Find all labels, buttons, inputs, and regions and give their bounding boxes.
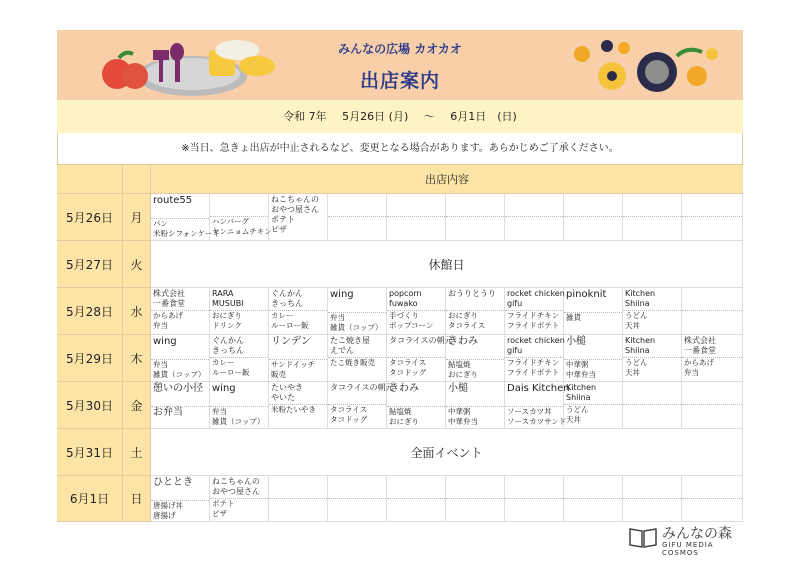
vendor-name	[684, 477, 740, 497]
vendor-slot	[269, 382, 328, 429]
vendor-slot	[269, 335, 328, 382]
vendor-name: Kitchen Shiina	[566, 383, 597, 402]
vendor-name: きわみ	[448, 336, 478, 347]
row-date: 5月27日	[57, 241, 123, 288]
vendor-name	[271, 477, 325, 497]
vendor-name	[389, 195, 443, 215]
vendor-name	[330, 477, 384, 497]
vendor-items: サンドイッチ 販売	[271, 360, 316, 379]
vendor-items: ポテト ピザ	[212, 499, 235, 518]
vendor-items: 中華粥 中華弁当	[448, 407, 478, 426]
vendor-slot	[505, 335, 564, 382]
vendor-items: カレー ルーロー飯	[271, 311, 309, 330]
vendor-items: フライドチキン フライドポテト	[507, 311, 560, 330]
vendor-name	[684, 289, 740, 309]
notice-text: ※当日、急きょ出店が中止されるなど、変更となる場合があります。あらかじめご了承ください。	[57, 133, 743, 165]
book-icon	[628, 525, 658, 549]
vendor-name: おうりとうり	[448, 289, 496, 298]
vendor-name	[684, 383, 740, 403]
vendor-name: Dais Kitchen	[507, 383, 570, 394]
vendor-name: 小槌	[448, 383, 468, 394]
row-span-note: 休館日	[151, 241, 743, 288]
row-weekday: 日	[123, 476, 151, 522]
vendor-slot	[210, 476, 269, 522]
vendor-slot	[387, 335, 453, 382]
vendor-items: 唐揚げ丼 唐揚げ	[153, 501, 183, 520]
vendor-slot	[623, 476, 682, 522]
row-date: 5月31日	[57, 429, 123, 476]
vendor-slot	[623, 194, 682, 241]
era-year: 令和 7年	[283, 110, 327, 123]
end-date: 6月1日 (日)	[450, 110, 517, 123]
slot-divider	[682, 404, 742, 405]
vendor-slot	[446, 288, 505, 335]
vendor-slot	[387, 194, 446, 241]
slot-divider	[682, 498, 742, 499]
vendor-slot	[505, 382, 570, 429]
vendor-items: 中華粥 中華弁当	[566, 360, 596, 379]
slot-divider	[505, 498, 563, 499]
vendor-slot	[387, 382, 446, 429]
vendor-items: ハンバーグ ヤンニョムチキン	[212, 217, 272, 236]
vendor-name	[684, 195, 740, 215]
vendor-name: pinoknit	[566, 289, 607, 300]
vendor-slot	[564, 288, 623, 335]
slot-divider	[387, 216, 445, 217]
vendor-name: Kitchen Shiina	[625, 336, 656, 355]
vendor-slot	[505, 476, 564, 522]
vendor-slot	[682, 194, 743, 241]
vendor-items: 弁当 雑貨（コップ）	[212, 407, 265, 426]
vendor-slot	[151, 335, 210, 382]
vendor-items: たこ焼き販売	[330, 358, 375, 367]
vendor-items: 鮎塩焼 おにぎり	[448, 360, 478, 379]
vendor-name: popcorn fuwako	[389, 289, 422, 308]
slot-divider	[505, 216, 563, 217]
vendor-items: カレー ルーロー飯	[212, 358, 250, 377]
slot-divider	[269, 498, 327, 499]
vendor-items: うどん 天丼	[566, 405, 589, 424]
vendor-slot	[387, 476, 446, 522]
logo	[626, 523, 746, 557]
vendor-items: 雑貨	[566, 313, 581, 322]
logo-subtext: GIFU MEDIA COSMOS	[662, 541, 714, 557]
vendor-slot	[446, 335, 505, 382]
slot-divider	[387, 498, 445, 499]
vendor-slot	[269, 194, 328, 241]
row-date: 6月1日	[57, 476, 123, 522]
vendor-slot	[328, 382, 394, 429]
vendor-items: 鮎塩焼 おにぎり	[389, 407, 419, 426]
row-weekday: 木	[123, 335, 151, 382]
vendor-items: 米粉たいやき	[271, 405, 316, 414]
vendor-name: wing	[153, 336, 177, 347]
vendor-name	[625, 477, 679, 497]
row-weekday: 火	[123, 241, 151, 288]
header-blank-day	[123, 165, 151, 194]
vendor-slot	[446, 382, 505, 429]
vendor-slot	[564, 476, 623, 522]
vendor-name: wing	[330, 289, 354, 300]
vendor-name	[389, 477, 443, 497]
vendor-slot	[623, 288, 682, 335]
row-weekday: 水	[123, 288, 151, 335]
vendor-slot	[623, 382, 682, 429]
vendor-name: ねこちゃんの おやつ屋さん	[212, 477, 260, 496]
vendor-name	[507, 195, 561, 215]
vendor-slot	[623, 335, 682, 382]
vendor-name: きわみ	[389, 383, 419, 394]
vendor-items: パン 米粉シフォンケーキ	[153, 219, 220, 238]
organization-name: みんなの広場 カオカオ	[338, 42, 462, 56]
vendor-name: ねこちゃんの おやつ屋さん ポテト ピザ	[271, 195, 319, 234]
vendor-name	[330, 195, 384, 215]
row-date: 5月30日	[57, 382, 123, 429]
vendor-items: からあげ 弁当	[153, 311, 183, 330]
vendor-name: 株式会社 一番食堂	[684, 336, 716, 355]
vendor-slot	[151, 194, 220, 241]
slot-divider	[564, 216, 622, 217]
vendor-slot	[505, 194, 564, 241]
slot-divider	[623, 498, 681, 499]
vendor-name: たこ焼き屋 えでん	[330, 336, 370, 355]
vendor-slot	[328, 335, 387, 382]
vendor-name	[566, 195, 620, 215]
vendor-name: RARA MUSUBI	[212, 289, 244, 308]
vendor-slot	[269, 476, 328, 522]
vendor-name: タコライスの朝元	[330, 383, 394, 392]
vendor-slot	[446, 194, 505, 241]
vendor-items: フライドチキン フライドポテト	[507, 358, 560, 377]
vendor-slot	[151, 382, 210, 429]
vendor-slot	[210, 194, 272, 241]
slot-divider	[446, 216, 504, 217]
vendor-slot	[210, 288, 269, 335]
vendor-name: wing	[212, 383, 236, 394]
slot-divider	[328, 498, 386, 499]
header-banner	[57, 30, 743, 100]
range-tilde: ～	[423, 110, 435, 123]
vendor-name: route55	[153, 195, 193, 206]
vendor-slot	[682, 335, 743, 382]
slot-divider	[623, 216, 681, 217]
vendor-items: 弁当 雑貨（コップ）	[153, 360, 206, 379]
slot-divider	[328, 216, 386, 217]
row-weekday: 金	[123, 382, 151, 429]
vendor-slot	[682, 476, 743, 522]
vendor-slot	[446, 476, 505, 522]
vendor-name: rocket chicken gifu	[507, 336, 565, 355]
vendor-slot	[564, 194, 623, 241]
vendor-slot	[151, 288, 210, 335]
vendor-slot	[505, 288, 564, 335]
vendor-name	[625, 195, 679, 215]
vendor-items: ソースカツ丼 ソースカツサンド	[507, 407, 567, 426]
vendor-name: タコライスの朝元	[389, 336, 453, 345]
row-weekday: 月	[123, 194, 151, 241]
header-blank-date	[57, 165, 123, 194]
vendor-slot	[682, 288, 743, 335]
vendor-name: ひととき	[153, 477, 193, 488]
vendor-items: おにぎり タコライス	[448, 311, 486, 330]
vendor-name: たいやき やいた	[271, 383, 303, 402]
start-date: 5月26日 (月)	[342, 110, 409, 123]
vendor-items: タコライス タコドッグ	[389, 358, 427, 377]
row-weekday: 土	[123, 429, 151, 476]
vendor-name: ぐんかん きっちん	[212, 336, 244, 355]
vendor-items: 手づくり ポップコーン	[389, 311, 434, 330]
date-range	[57, 100, 743, 133]
row-date: 5月28日	[57, 288, 123, 335]
vendor-slot	[387, 288, 446, 335]
vendor-name	[507, 477, 561, 497]
vendor-slot	[328, 288, 387, 335]
vendor-slot	[151, 476, 210, 522]
vendor-name: 憩いの小径	[153, 383, 203, 394]
vendor-name	[448, 195, 502, 215]
vendor-items: おにぎり ドリンク	[212, 311, 242, 330]
vendor-name	[448, 477, 502, 497]
vendor-name: 小槌	[566, 336, 586, 347]
vendor-name	[566, 477, 620, 497]
slot-divider	[623, 404, 681, 405]
vendor-name: リンデン	[271, 336, 311, 347]
slot-divider	[564, 498, 622, 499]
row-date: 5月29日	[57, 335, 123, 382]
vendor-slot	[210, 382, 269, 429]
vendor-name	[212, 195, 266, 215]
slot-divider	[682, 310, 742, 311]
table-header-label: 出店内容	[151, 165, 743, 194]
vendor-slot	[269, 288, 328, 335]
vendor-slot	[564, 335, 623, 382]
vendor-slot	[564, 382, 623, 429]
page-title: 出店案内	[359, 70, 440, 92]
vendor-name	[625, 383, 679, 403]
row-date: 5月26日	[57, 194, 123, 241]
vendor-name: 株式会社 一番食堂	[153, 289, 185, 308]
vendor-items: うどん 天丼	[625, 311, 648, 330]
vendor-slot	[682, 382, 743, 429]
vendor-items: うどん 天丼	[625, 358, 648, 377]
vendor-items: 弁当 雑貨（コップ）	[330, 313, 383, 332]
vendor-name: ぐんかん きっちん	[271, 289, 303, 308]
logo-text: みんなの森	[662, 526, 732, 542]
vendor-slot	[210, 335, 269, 382]
vendor-name: rocket chicken gifu	[507, 289, 565, 308]
slot-divider	[682, 216, 742, 217]
slot-divider	[446, 498, 504, 499]
vendor-items: お弁当	[153, 407, 183, 418]
vendor-name: Kitchen Shiina	[625, 289, 656, 308]
vendor-slot	[328, 194, 387, 241]
vendor-items: からあげ 弁当	[684, 358, 714, 377]
vendor-items: タコライス タコドッグ	[330, 405, 368, 424]
row-span-note: 全面イベント	[151, 429, 743, 476]
vendor-slot	[328, 476, 387, 522]
